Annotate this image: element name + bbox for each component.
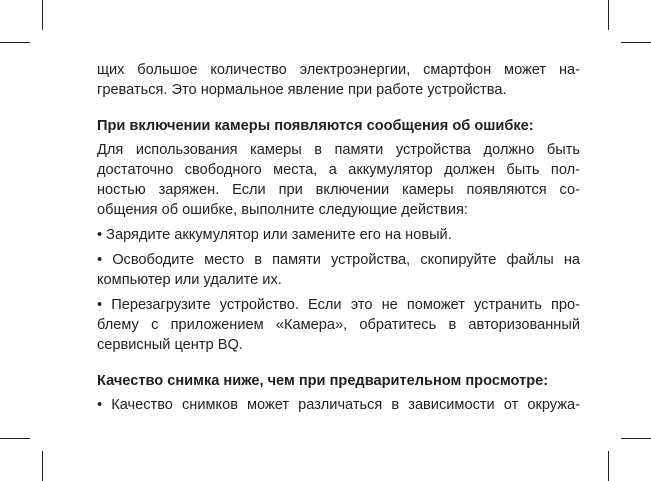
crop-mark-top-right-v [608, 0, 609, 30]
text-line: • Перезагрузите устройство. Если это не поможет устранить про- [97, 297, 580, 313]
text-line: • Зарядите аккумулятор или замените его на новый. [97, 227, 452, 243]
crop-mark-top-left-h [0, 42, 30, 43]
camera-error-paragraph [97, 140, 580, 220]
section-heading-camera-error: При включении камеры появляются сообщения об ошибке: [97, 118, 534, 134]
text-line: • Освободите место в памяти устройства, скопируйте файлы на [97, 252, 580, 268]
text-line: компьютер или удалите их. [97, 272, 282, 288]
text-line: блему с приложением «Камера», обратитесь в авторизованный [97, 317, 580, 333]
bullet-item [97, 295, 580, 355]
text-line: сервисный центр BQ. [97, 337, 243, 353]
text-line: общения об ошибке, выполните следующие действия: [97, 202, 468, 218]
section-heading-photo-quality: Качество снимка ниже, чем при предварительном просмотре: [97, 373, 549, 389]
text-line: греваться. Это нормальное явление при работе устройства. [97, 82, 507, 98]
text-line: ностью заряжен. Если при включении камеры появляются со- [97, 182, 580, 198]
intro-paragraph [97, 60, 580, 100]
text-line: • Качество снимков может различаться в зависимости от окружа- [97, 397, 580, 413]
crop-mark-top-right-h [621, 42, 651, 43]
bullet-item [97, 250, 580, 290]
bullet-item [97, 225, 580, 245]
crop-mark-top-left-v [42, 0, 43, 30]
crop-mark-bottom-right-h [621, 438, 651, 439]
text-line: достаточно свободного места, а аккумулятор должен быть пол- [97, 162, 580, 178]
text-line: щих большое количество электроэнергии, смартфон может на- [97, 62, 580, 78]
bullet-item [97, 395, 580, 415]
crop-mark-bottom-left-h [0, 438, 30, 439]
crop-mark-bottom-left-v [42, 451, 43, 481]
crop-mark-bottom-right-v [608, 451, 609, 481]
text-line: Для использования камеры в памяти устройства должно быть [97, 142, 580, 158]
document-page [97, 60, 580, 415]
